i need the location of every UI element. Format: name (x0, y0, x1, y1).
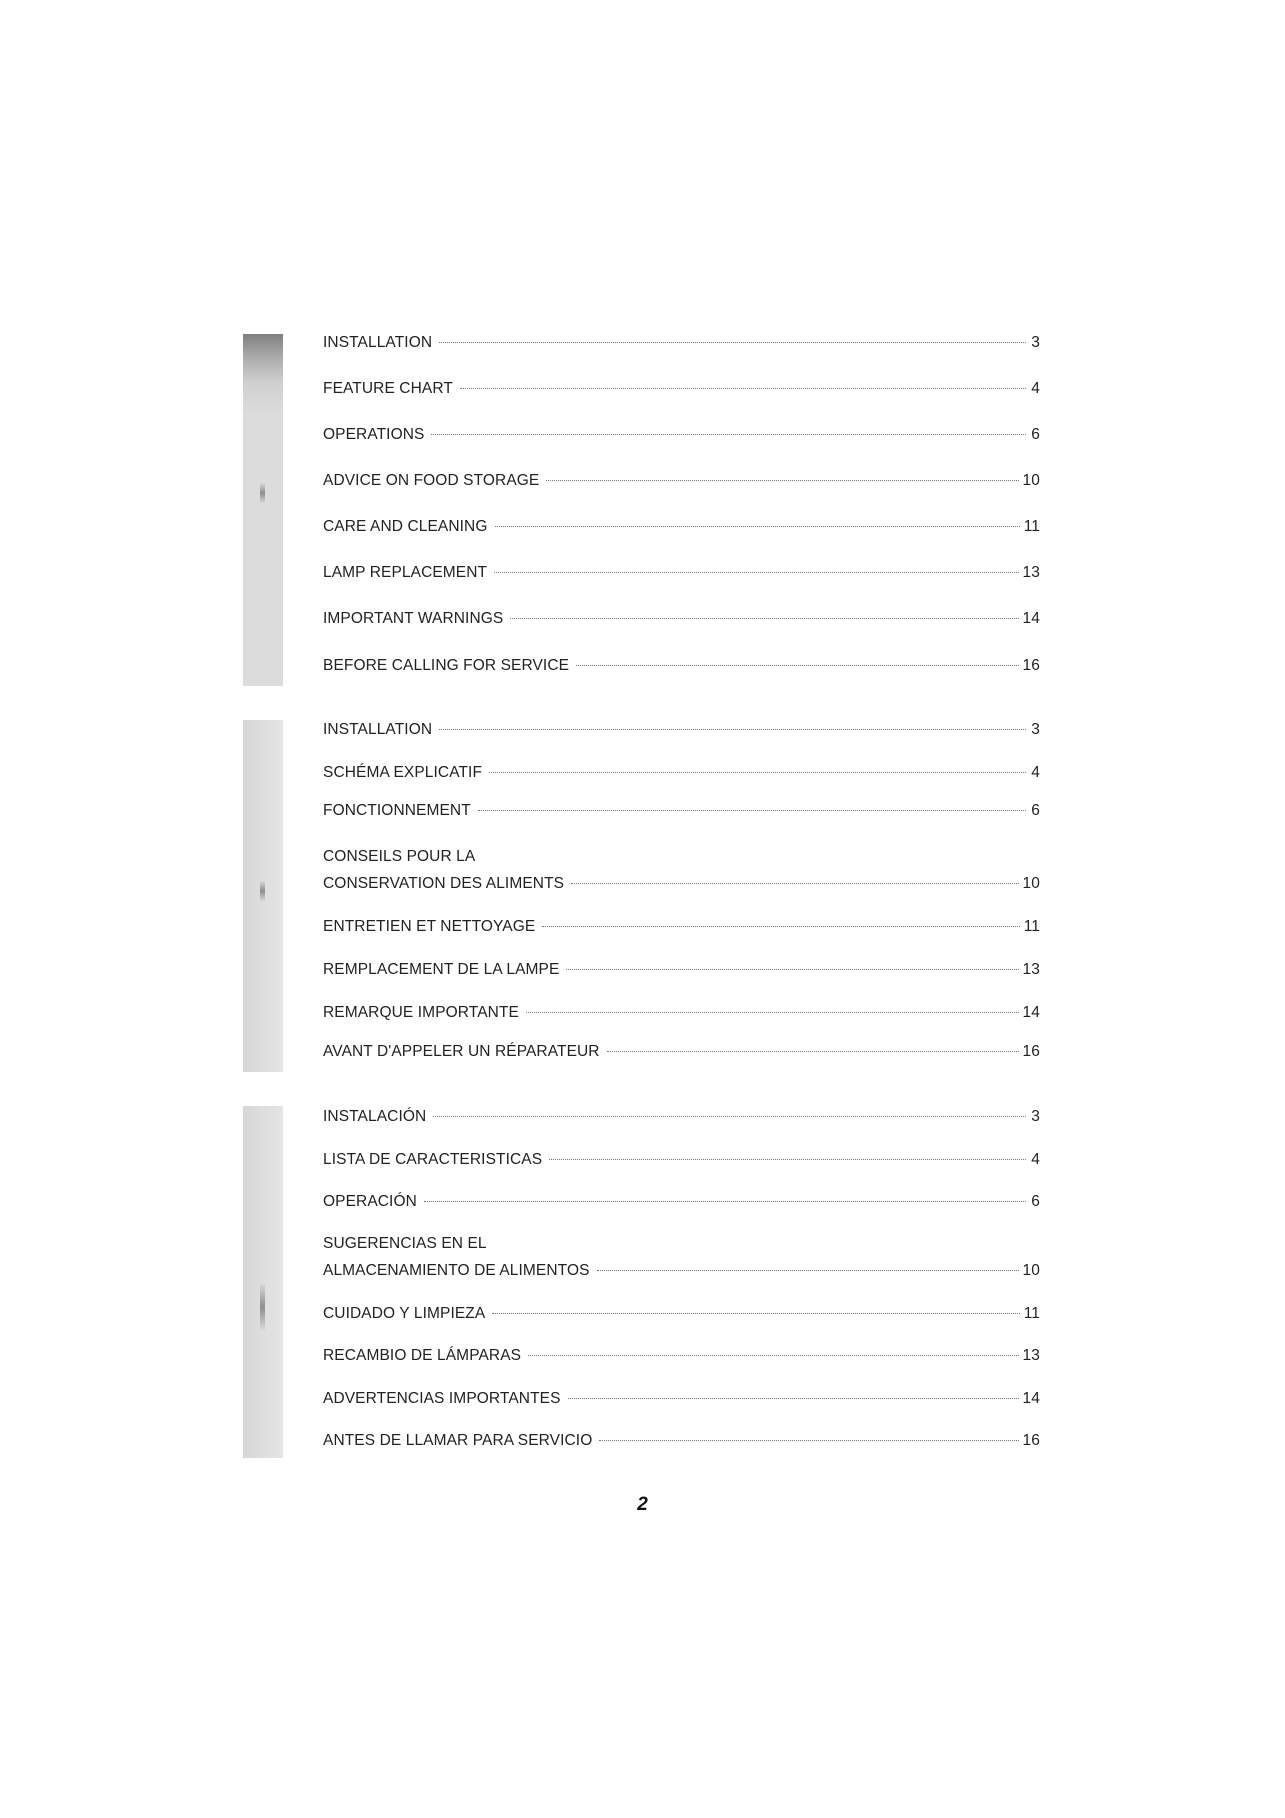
toc-entry-page: 13 (1022, 961, 1040, 978)
toc-entry-page: 4 (1031, 764, 1040, 781)
toc-entry-label: IMPORTANT WARNINGS (323, 610, 504, 627)
toc-entry-label: FONCTIONNEMENT (323, 802, 471, 819)
dot-leader (597, 1270, 1019, 1271)
toc-entry-label: ADVICE ON FOOD STORAGE (323, 472, 540, 489)
dot-leader (439, 729, 1026, 730)
dot-leader (576, 665, 1018, 666)
toc-entry[interactable] (323, 1108, 1040, 1126)
dot-leader (568, 1398, 1019, 1399)
toc-entry[interactable] (323, 472, 1040, 490)
toc-entry-label: INSTALLATION (323, 721, 433, 738)
toc-entry-label: ANTES DE LLAMAR PARA SERVICIO (323, 1432, 593, 1449)
toc-entry[interactable] (323, 564, 1040, 582)
toc-entry-label: BEFORE CALLING FOR SERVICE (323, 657, 570, 674)
toc-entry-label: INSTALLATION (323, 334, 433, 351)
toc-entry[interactable] (323, 1235, 1040, 1280)
toc-entry-label: LAMP REPLACEMENT (323, 564, 488, 581)
section-tab-spanish (243, 1106, 283, 1458)
toc-entry[interactable] (323, 1347, 1040, 1365)
toc-entry[interactable] (323, 764, 1040, 782)
dot-leader (528, 1355, 1018, 1356)
toc-entry[interactable] (323, 848, 1040, 893)
toc-entry-label: FEATURE CHART (323, 380, 453, 397)
section-tab-marker (260, 1282, 265, 1332)
toc-entry-label-line1: CONSEILS POUR LA (323, 848, 476, 865)
toc-entry[interactable] (323, 380, 1040, 398)
toc-entry[interactable] (323, 610, 1040, 628)
toc-entry-page: 6 (1031, 1193, 1040, 1210)
toc-entry-page: 13 (1022, 1347, 1040, 1364)
dot-leader (549, 1159, 1026, 1160)
toc-entry-label: RECAMBIO DE LÁMPARAS (323, 1347, 522, 1364)
section-tab-english (243, 334, 283, 686)
toc-entry[interactable] (323, 1432, 1040, 1450)
dot-leader (494, 572, 1018, 573)
toc-entry-label: REMARQUE IMPORTANTE (323, 1004, 519, 1021)
dot-leader (492, 1313, 1019, 1314)
dot-leader (478, 810, 1026, 811)
section-tab-french (243, 720, 283, 1072)
toc-entry[interactable] (323, 518, 1040, 536)
toc-entry[interactable] (323, 802, 1040, 820)
dot-leader (460, 388, 1026, 389)
toc-entry[interactable] (323, 1305, 1040, 1323)
dot-leader (489, 772, 1026, 773)
dot-leader (599, 1440, 1018, 1441)
toc-entry[interactable] (323, 1043, 1040, 1061)
toc-entry-label: CUIDADO Y LIMPIEZA (323, 1305, 486, 1322)
section-tab-marker (260, 880, 265, 902)
toc-entry-page: 14 (1022, 610, 1040, 627)
toc-entry[interactable] (323, 657, 1040, 675)
toc-entry-page: 10 (1022, 875, 1040, 892)
toc-entry-label: LISTA DE CARACTERISTICAS (323, 1151, 543, 1168)
dot-leader (431, 434, 1026, 435)
toc-entry-page: 16 (1022, 657, 1040, 674)
dot-leader (495, 526, 1020, 527)
toc-entry-label: SCHÉMA EXPLICATIF (323, 764, 483, 781)
dot-leader (439, 342, 1026, 343)
toc-entry-page: 10 (1022, 472, 1040, 489)
dot-leader (433, 1116, 1026, 1117)
toc-entry-page: 16 (1022, 1432, 1040, 1449)
dot-leader (526, 1012, 1019, 1013)
toc-entry-page: 6 (1031, 426, 1040, 443)
toc-entry-page: 3 (1031, 1108, 1040, 1125)
toc-entry-label-line1: SUGERENCIAS EN EL (323, 1235, 487, 1252)
toc-entry[interactable] (323, 1390, 1040, 1408)
toc-entry-label: INSTALACIÓN (323, 1108, 427, 1125)
toc-entry-label: ALMACENAMIENTO DE ALIMENTOS (323, 1262, 590, 1279)
toc-entry-page: 3 (1031, 334, 1040, 351)
dot-leader (546, 480, 1018, 481)
toc-entry-label: ADVERTENCIAS IMPORTANTES (323, 1390, 561, 1407)
toc-entry[interactable] (323, 1004, 1040, 1022)
toc-entry[interactable] (323, 961, 1040, 979)
toc-entry-page: 11 (1023, 1305, 1040, 1322)
dot-leader (571, 883, 1018, 884)
toc-entry-page: 11 (1023, 918, 1040, 935)
toc-entry-page: 11 (1023, 518, 1040, 535)
toc-entry-page: 10 (1022, 1262, 1040, 1279)
dot-leader (424, 1201, 1026, 1202)
toc-entry-page: 14 (1022, 1004, 1040, 1021)
toc-entry-page: 13 (1022, 564, 1040, 581)
toc-entry-page: 14 (1022, 1390, 1040, 1407)
toc-entry-label: ENTRETIEN ET NETTOYAGE (323, 918, 536, 935)
toc-entry-label: CONSERVATION DES ALIMENTS (323, 875, 565, 892)
toc-entry[interactable] (323, 721, 1040, 739)
section-tab-marker (260, 482, 265, 504)
dot-leader (607, 1051, 1019, 1052)
toc-entry-page: 3 (1031, 721, 1040, 738)
toc-entry[interactable] (323, 918, 1040, 936)
toc-entry-label: OPERACIÓN (323, 1193, 417, 1210)
toc-entry-page: 4 (1031, 1151, 1040, 1168)
toc-entry-page: 16 (1022, 1043, 1040, 1060)
dot-leader (566, 969, 1018, 970)
dot-leader (510, 618, 1018, 619)
toc-entry-label: OPERATIONS (323, 426, 425, 443)
toc-entry-label: REMPLACEMENT DE LA LAMPE (323, 961, 560, 978)
toc-entry[interactable] (323, 426, 1040, 444)
toc-entry[interactable] (323, 1193, 1040, 1211)
toc-entry[interactable] (323, 334, 1040, 352)
page-number: 2 (637, 1494, 648, 1515)
toc-entry-label: AVANT D'APPELER UN RÉPARATEUR (323, 1043, 600, 1060)
toc-entry[interactable] (323, 1151, 1040, 1169)
toc-entry-page: 4 (1031, 380, 1040, 397)
toc-entry-label: CARE AND CLEANING (323, 518, 488, 535)
toc-entry-page: 6 (1031, 802, 1040, 819)
dot-leader (542, 926, 1019, 927)
